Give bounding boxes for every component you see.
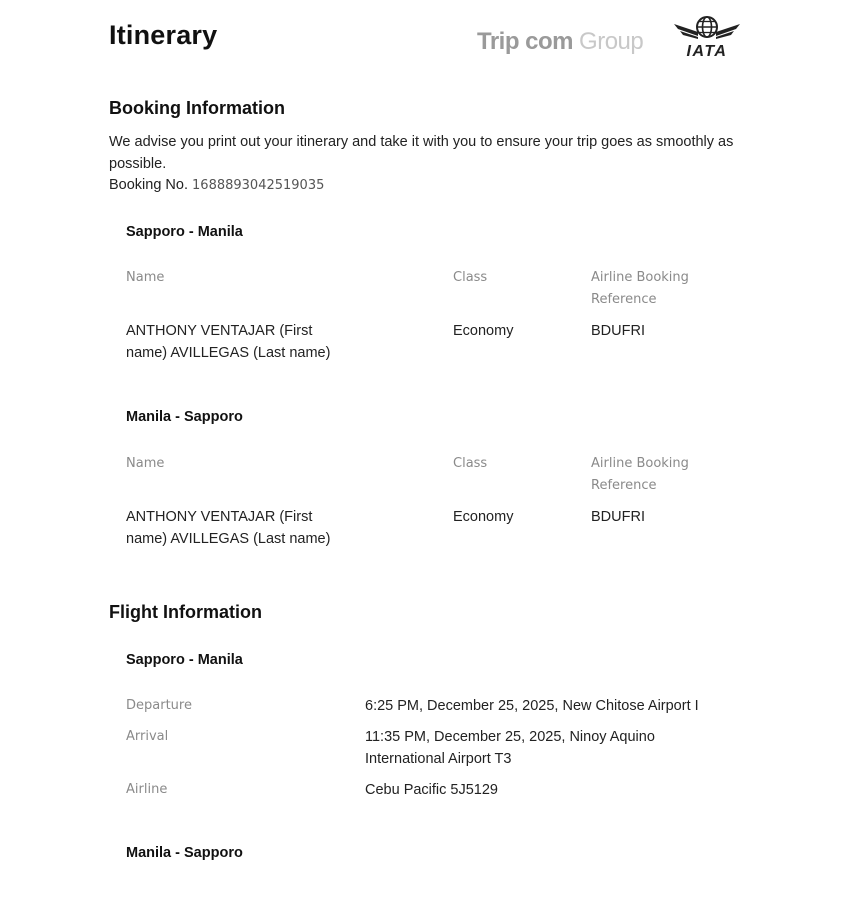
passenger-class: Economy [453,509,514,525]
airline-label: Airline [126,782,168,797]
page-title: Itinerary [109,20,218,50]
arrival-label: Arrival [126,729,169,744]
airline-booking-reference: BDUFRI [591,509,645,525]
flight-leg-route: Sapporo - Manila [126,652,243,668]
booking-number-value: 1688893042519035 [192,178,325,193]
trip-com-group-logo [477,28,643,56]
iata-logo-text: IATA [686,43,728,60]
name-column-header: Name [126,270,165,285]
flight-leg-route: Manila - Sapporo [126,845,243,861]
flight-information-heading: Flight Information [109,602,262,622]
logo-group-word: Group [579,28,644,55]
booking-number [109,175,324,197]
reference-column-header: Airline Booking Reference [591,456,689,493]
class-column-header: Class [453,456,488,471]
arrival-value: 11:35 PM, December 25, 2025, Ninoy Aquino International Airport T3 [365,729,655,767]
logo-trip-word: Trip com [477,28,574,55]
airline-booking-reference: BDUFRI [591,323,645,339]
booking-advice-text: We advise you print out your itinerary and take it with you to ensure your trip goes as smoothly as possible. [109,134,734,172]
departure-value: 6:25 PM, December 25, 2025, New Chitose Airport I [365,698,699,714]
airline-value: Cebu Pacific 5J5129 [365,782,498,798]
passenger-class: Economy [453,323,514,339]
passenger-name: ANTHONY VENTAJAR (First name) AVILLEGAS (Last name) [126,509,331,547]
name-column-header: Name [126,456,165,471]
passenger-name: ANTHONY VENTAJAR (First name) AVILLEGAS (Last name) [126,323,331,361]
departure-label: Departure [126,698,192,713]
class-column-header: Class [453,270,488,285]
booking-leg-route: Sapporo - Manila [126,224,243,240]
iata-logo [672,14,742,60]
booking-information-heading: Booking Information [109,98,285,118]
reference-column-header: Airline Booking Reference [591,270,689,307]
booking-number-label: Booking No. [109,177,188,193]
booking-leg-route: Manila - Sapporo [126,409,243,425]
